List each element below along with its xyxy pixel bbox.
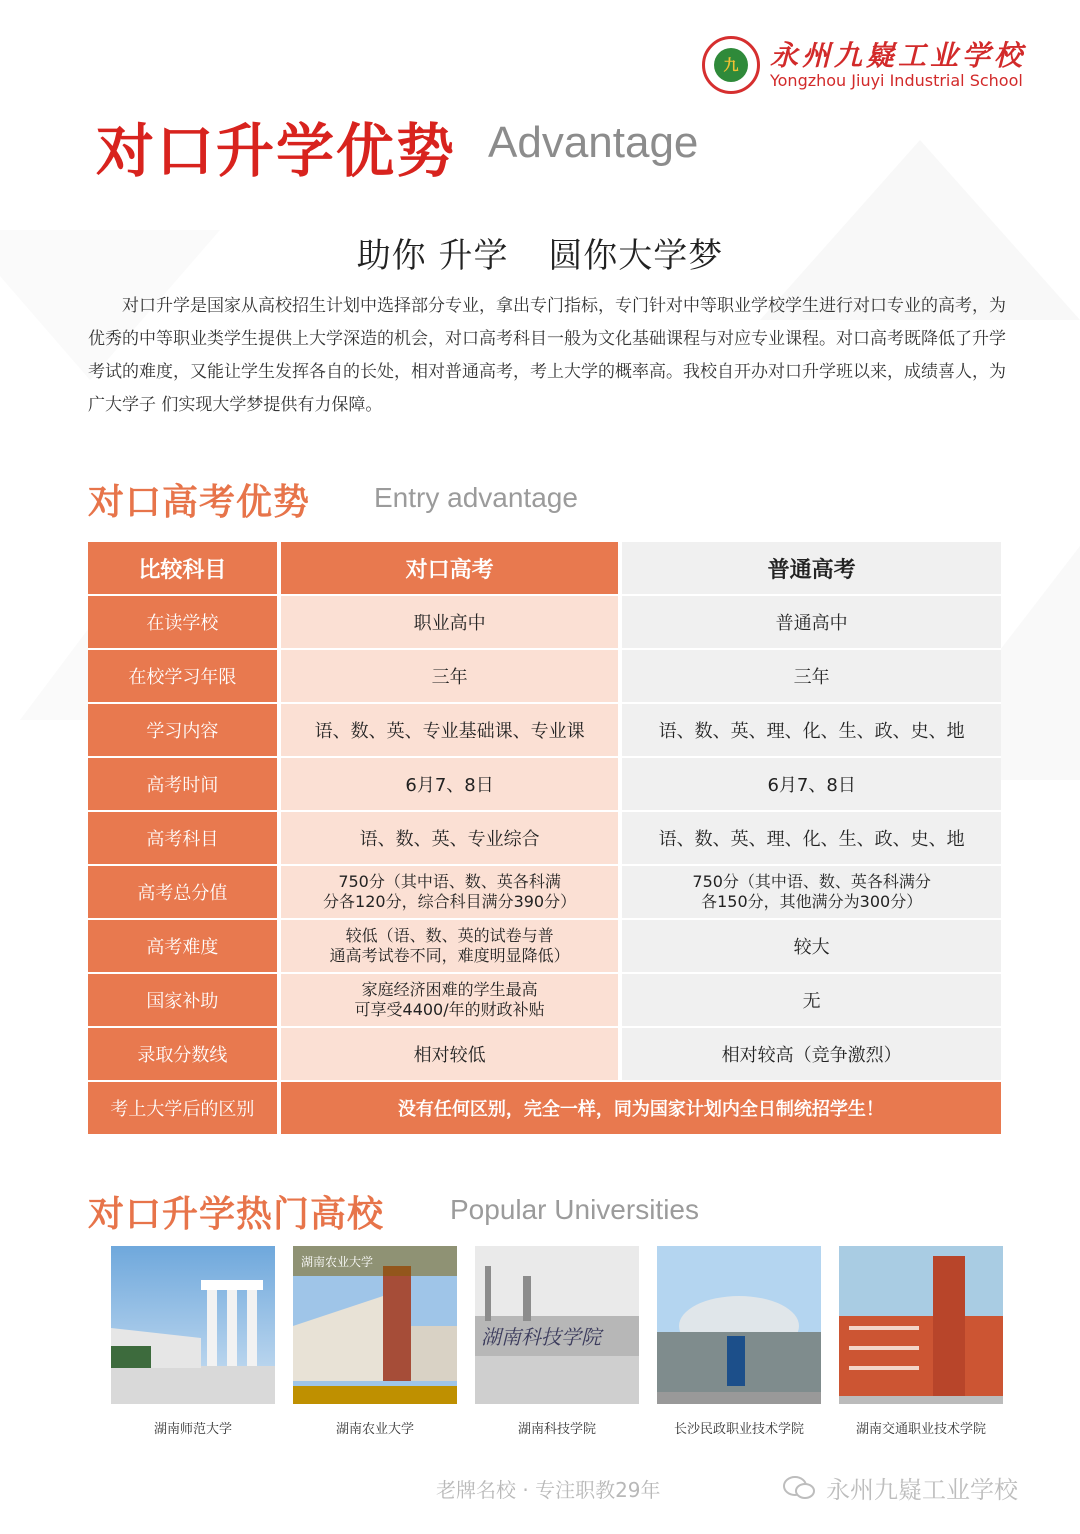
cell-regular: 6月7、8日 [622,756,1001,810]
university-name: 湖南师范大学 [153,1422,232,1437]
cell-line: 家庭经济困难的学生最高 [361,980,538,999]
row-label: 在校学习年限 [88,648,281,702]
row-label: 高考总分值 [88,864,281,918]
section-title-universities: 对口升学热门高校 [88,1194,385,1235]
cell-regular: 无 [622,972,1001,1026]
table-row [88,918,1001,972]
cell-line: 750分（其中语、数、英各科满 [338,872,561,891]
cell-vocational: 三年 [281,648,622,702]
section-title-universities-en: Popular Universities [450,1194,699,1225]
row-label: 高考时间 [88,756,281,810]
table-row [88,702,1001,756]
page-title: 对口升学优势 [96,117,457,185]
university-name: 湖南科技学院 [517,1422,596,1437]
table-header: 普通高考 [622,542,1001,594]
table-row [88,594,1001,648]
university-card [475,1246,639,1437]
table-header: 比较科目 [88,542,281,594]
row-label: 国家补助 [88,972,281,1026]
cell-line: 通高考试卷不同，难度明显降低） [329,946,570,965]
cell-line: 可享受4400/年的财政补贴 [354,1000,545,1019]
section-title-entry: 对口高考优势 [88,482,311,523]
university-card [657,1246,821,1437]
university-name: 长沙民政职业技术学院 [673,1422,804,1437]
cell-vocational: 相对较低 [281,1026,622,1080]
cell-vocational: 职业高中 [281,594,622,648]
school-logo [702,36,1026,94]
cell-vocational [281,864,622,918]
wechat-icon [782,1476,816,1500]
wechat-watermark [782,1470,1018,1505]
school-name-en: Yongzhou Jiuyi Industrial School [769,71,1023,90]
university-card [111,1246,275,1437]
university-photo [839,1246,1003,1404]
slogan-part1: 助你 升学 [356,236,509,276]
university-photo [293,1246,457,1404]
university-photo [657,1246,821,1404]
school-emblem-icon: 九 [702,36,760,94]
section-title-entry-en: Entry advantage [374,482,578,513]
cell-line: 750分（其中语、数、英各科满分 [692,872,931,891]
cell-regular: 较大 [622,918,1001,972]
table-row [88,756,1001,810]
table-row [88,864,1001,918]
row-label: 考上大学后的区别 [88,1080,281,1134]
cell-regular: 相对较高（竞争激烈） [622,1026,1001,1080]
sign-text: 湖南科技学院 [481,1325,601,1349]
footer-slogan: 老牌名校 · 专注职教29年 [436,1478,661,1502]
cell-line: 分各120分，综合科目满分390分） [323,892,577,911]
university-card [839,1246,1003,1437]
comparison-table [88,542,1001,1134]
table-header-row [88,542,1001,594]
cell-vocational [281,918,622,972]
slogan-part2: 圆你大学梦 [548,236,724,276]
row-label: 在读学校 [88,594,281,648]
cell-regular: 语、数、英、理、化、生、政、史、地 [622,810,1001,864]
cell-line: 各150分，其他满分为300分） [701,892,923,911]
page-title-en: Advantage [488,118,699,167]
row-label: 录取分数线 [88,1026,281,1080]
cell-line: 较低（语、数、英的试卷与普 [345,926,554,945]
cell-vocational [281,972,622,1026]
row-label: 学习内容 [88,702,281,756]
table-row-summary [88,1080,1001,1134]
table-row [88,810,1001,864]
watermark-text: 永州九嶷工业学校 [826,1476,1018,1504]
university-photo [111,1246,275,1404]
university-photo [475,1246,639,1404]
university-gallery [111,1246,1003,1437]
school-name-cn: 永州九嶷工业学校 [769,39,1026,72]
slogan [0,228,1080,277]
university-name: 湖南交通职业技术学院 [855,1422,986,1437]
intro-paragraph: 对口升学是国家从高校招生计划中选择部分专业，拿出专门指标，专门针对中等职业学校学生进行对口专业的高考，为优秀的中等职业类学生提供上大学深造的机会，对口高考科目一般为文化基础课程与对应专业课程。对口高考既降低了升学考试的难度，又能让学生发挥各自的长处，相对普通高考，考上大学的概率高。我校自开办对口升学班以来，成绩喜人，为广大学子 们实现大学梦提供有力保障。 [88,296,1006,415]
university-card [293,1246,457,1437]
cell-regular: 三年 [622,648,1001,702]
table-row [88,1026,1001,1080]
cell-vocational: 语、数、英、专业基础课、专业课 [281,702,622,756]
cell-vocational: 6月7、8日 [281,756,622,810]
row-label: 高考科目 [88,810,281,864]
cell-vocational: 语、数、英、专业综合 [281,810,622,864]
cell-regular: 语、数、英、理、化、生、政、史、地 [622,702,1001,756]
sign-text: 湖南农业大学 [301,1255,374,1269]
university-name: 湖南农业大学 [335,1422,414,1437]
cell-regular: 普通高中 [622,594,1001,648]
summary-cell: 没有任何区别，完全一样，同为国家计划内全日制统招学生！ [281,1080,1001,1134]
table-row [88,972,1001,1026]
cell-regular [622,864,1001,918]
table-header: 对口高考 [281,542,622,594]
row-label: 高考难度 [88,918,281,972]
table-row [88,648,1001,702]
